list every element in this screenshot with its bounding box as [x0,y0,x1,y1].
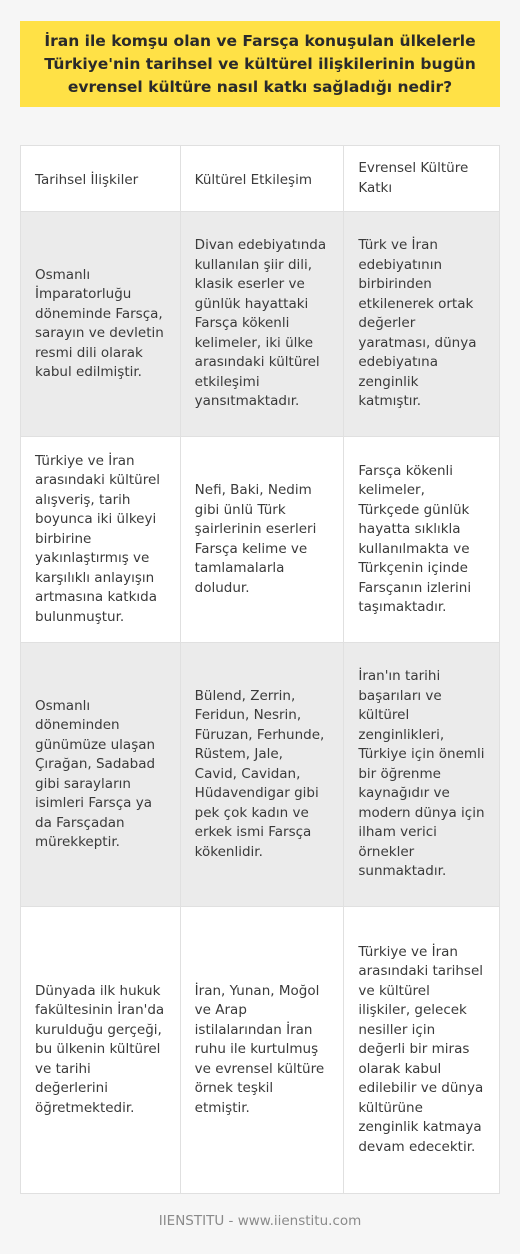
table-header-row [21,146,500,212]
table-cell: Nefi, Baki, Nedim gibi ünlü Türk şairlerinin eserleri Farsça kelime ve tamlamalarla doludur. [180,437,344,643]
table-cell: Türkiye ve İran arasındaki kültürel alışveriş, tarih boyunca iki ülkeyi birbirine yakınlaştırmış ve karşılıklı anlayışın artmasına katkıda bulunmuştur. [21,437,181,643]
table-cell: Osmanlı İmparatorluğu döneminde Farsça, sarayın ve devletin resmi dili olarak kabul edilmiştir. [21,212,181,437]
table-cell: Türk ve İran edebiyatının birbirinden etkilenerek ortak değerler yaratması, dünya edebiyatına zenginlik katmıştır. [344,212,500,437]
comparison-table [20,145,500,1194]
page-title: İran ile komşu olan ve Farsça konuşulan ülkelerle Türkiye'nin tarihsel ve kültürel ilişkilerinin bugün evrensel kültüre nasıl katkı sağladığı nedir? [44,31,476,96]
table-cell: Türkiye ve İran arasındaki tarihsel ve kültürel ilişkiler, gelecek nesiller için değerli bir miras olarak kabul edilebilir ve dünya kültürüne zenginlik katmaya devam edecektir. [344,907,500,1194]
table-cell: İran'ın tarihi başarıları ve kültürel zenginlikleri, Türkiye için önemli bir öğrenme kaynağıdır ve modern dünya için ilham verici örnekler sunmaktadır. [344,643,500,907]
title-banner [20,21,500,107]
table-cell: İran, Yunan, Moğol ve Arap istilalarından İran ruhu ile kurtulmuş ve evrensel kültüre örnek teşkil etmiştir. [180,907,344,1194]
column-header-cultural: Kültürel Etkileşim [180,146,344,212]
column-header-historical: Tarihsel İlişkiler [21,146,181,212]
table-cell: Farsça kökenli kelimeler, Türkçede günlük hayatta sıklıkla kullanılmakta ve Türkçenin içinde Farsçanın izlerini taşımaktadır. [344,437,500,643]
table-row [21,212,500,437]
footer-credit: IIENSTITU - www.iienstitu.com [158,1213,362,1229]
table-cell: Bülend, Zerrin, Feridun, Nesrin, Füruzan, Ferhunde, Rüstem, Jale, Cavid, Cavidan, Hüdavendigar gibi pek çok kadın ve erkek ismi Farsça kökenlidir. [180,643,344,907]
table-cell: Dünyada ilk hukuk fakültesinin İran'da kurulduğu gerçeği, bu ülkenin kültürel ve tarihi değerlerini öğretmektedir. [21,907,181,1194]
column-header-universal: Evrensel Kültüre Katkı [344,146,500,212]
table-cell: Divan edebiyatında kullanılan şiir dili, klasik eserler ve günlük hayattaki Farsça kökenli kelimeler, iki ülke arasındaki kültürel etkileşimi yansıtmaktadır. [180,212,344,437]
table-row [21,907,500,1194]
table-cell: Osmanlı döneminden günümüze ulaşan Çırağan, Sadabad gibi sarayların isimleri Farsça ya da Farsçadan mürekkeptir. [21,643,181,907]
table-row [21,437,500,643]
table-row [21,643,500,907]
